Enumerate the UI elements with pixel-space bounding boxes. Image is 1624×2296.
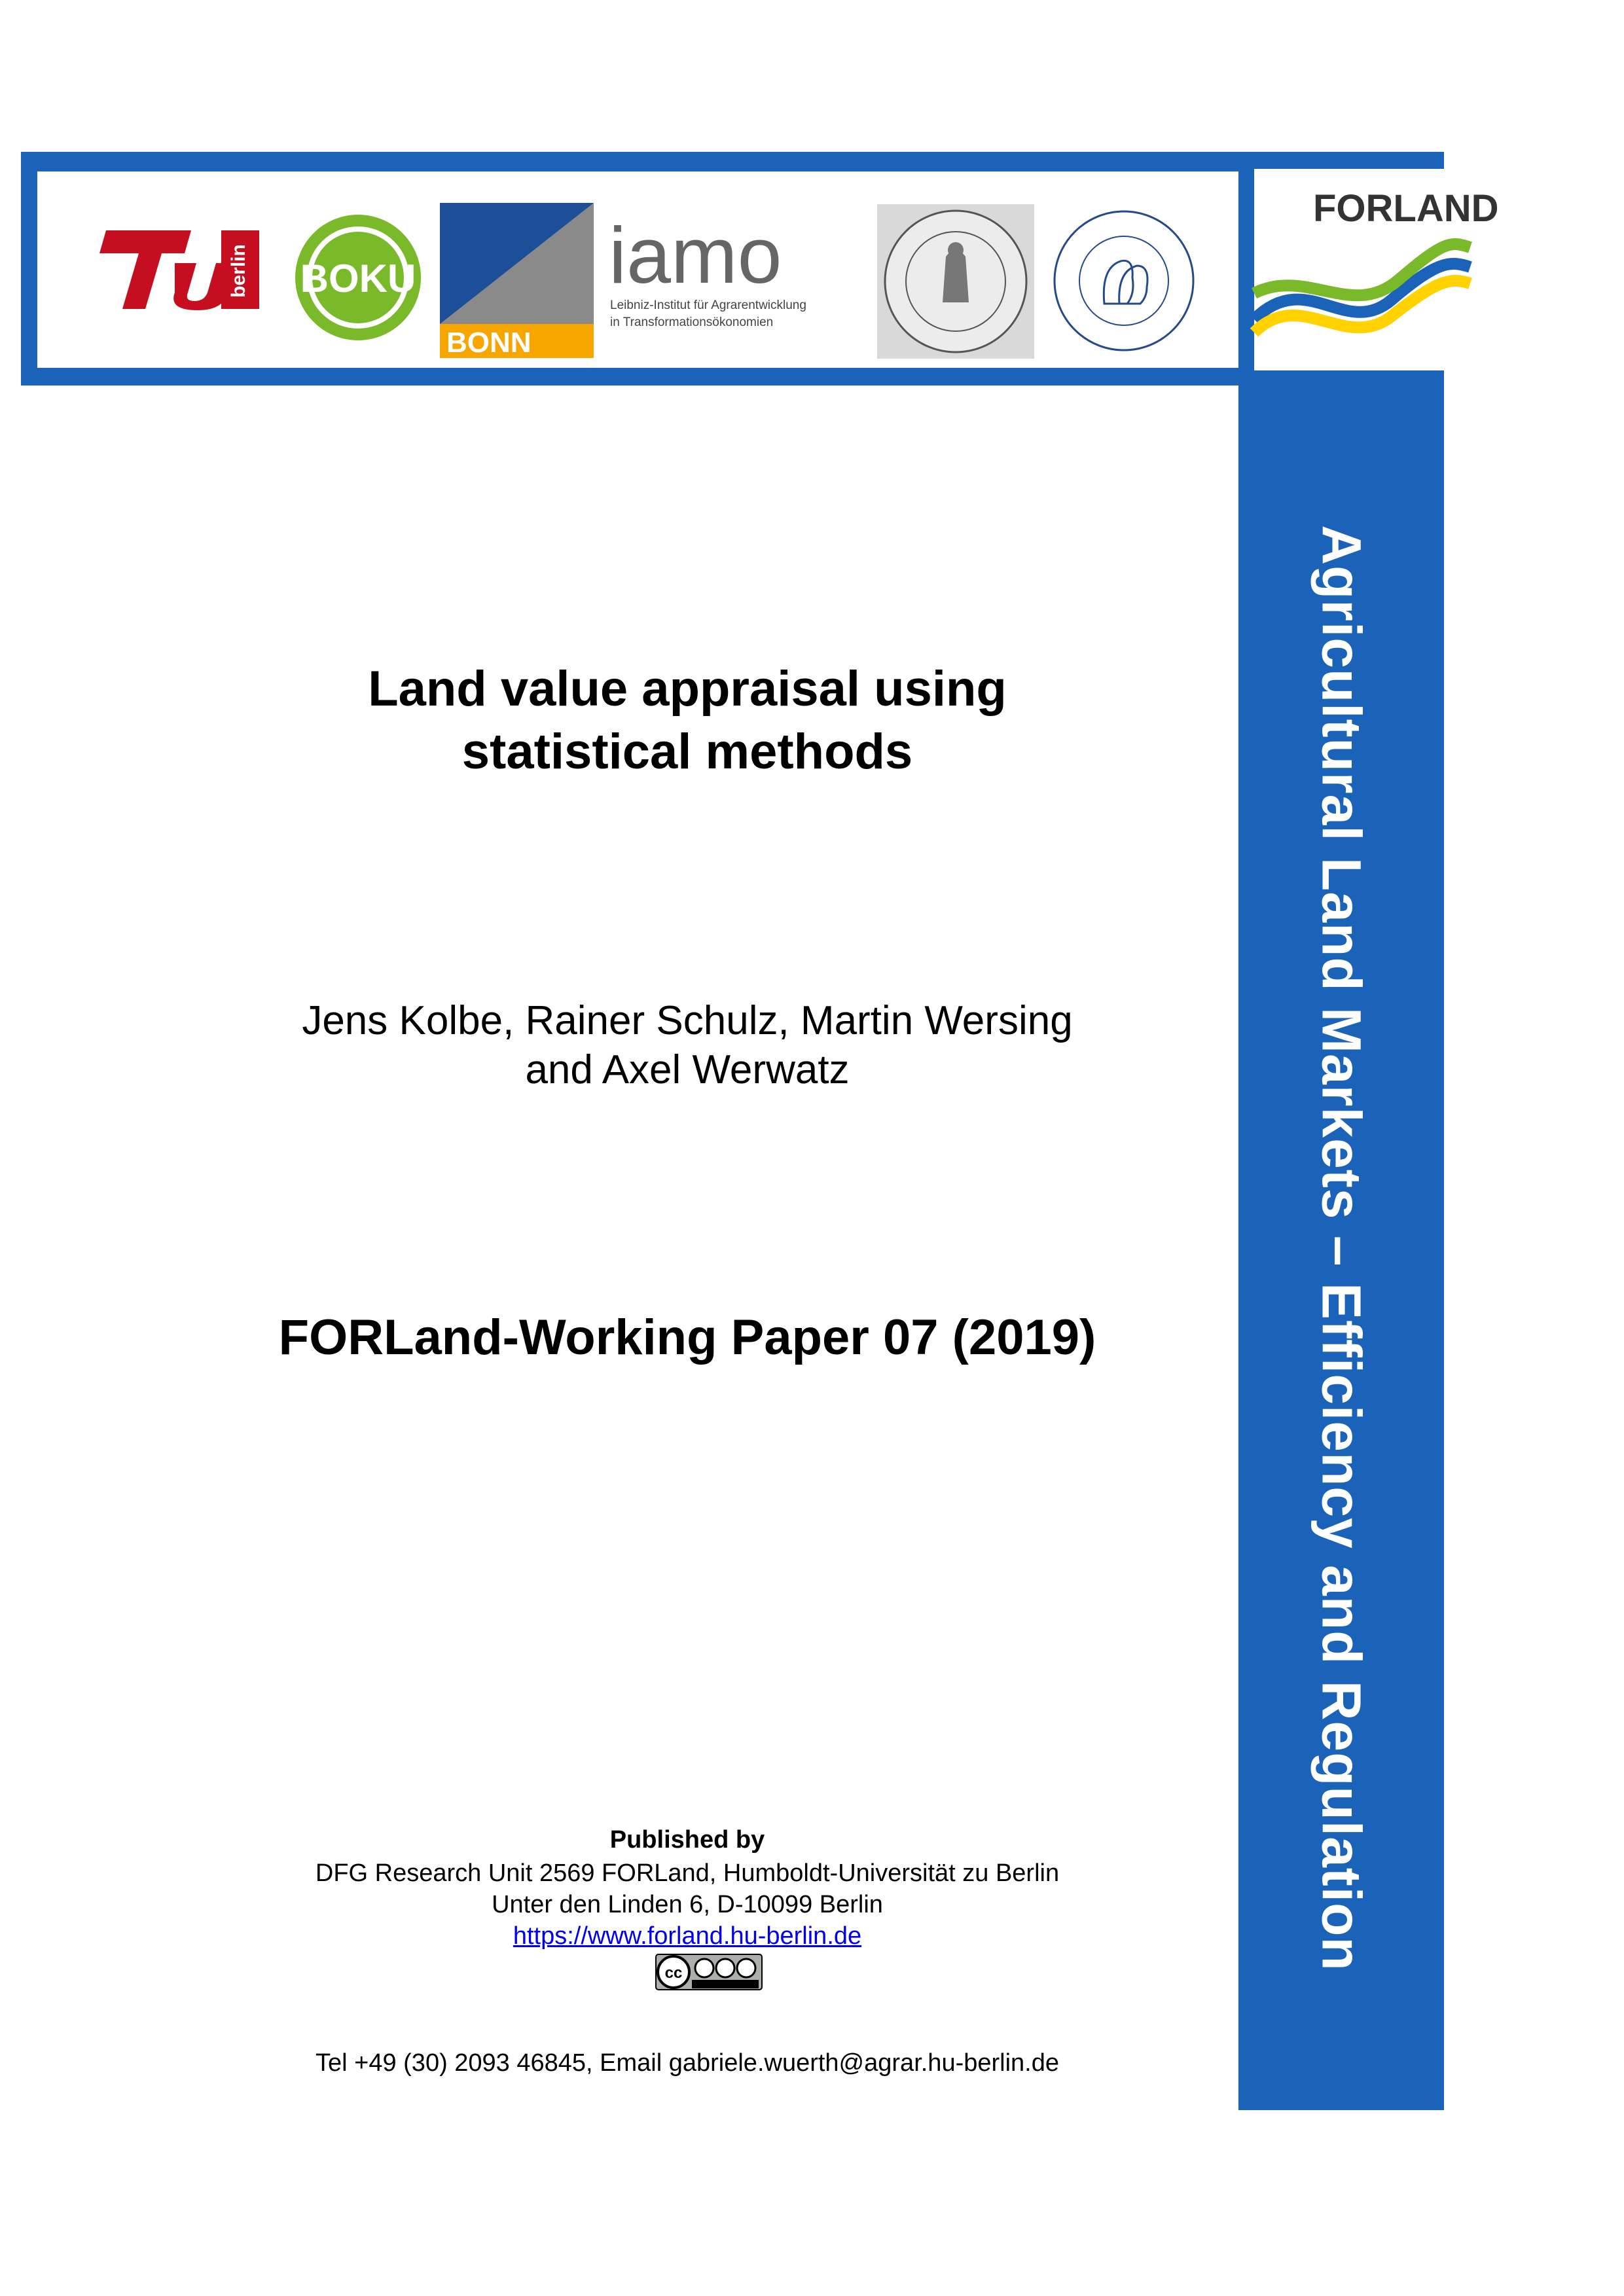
forland-logo <box>1254 169 1499 370</box>
boku-text: BOKU <box>300 257 416 300</box>
publisher-unit: DFG Research Unit 2569 FORLand, Humboldt-Universität zu Berlin <box>315 1859 1060 1887</box>
tu-berlin-logo <box>93 224 263 312</box>
publisher-link[interactable]: https://www.forland.hu-berlin.de <box>513 1922 862 1950</box>
boku-logo <box>293 212 424 343</box>
iamo-logo <box>609 211 857 335</box>
authors-line-2: and Axel Werwatz <box>525 1047 850 1092</box>
title-line-1: Land value appraisal using <box>368 661 1007 717</box>
contact-line: Tel +49 (30) 2093 46845, Email gabriele.wuerth@agrar.hu-berlin.de <box>316 2049 1059 2077</box>
series-label: FORLand-Working Paper 07 (2019) <box>278 1310 1096 1365</box>
publisher-address: Unter den Linden 6, D-10099 Berlin <box>492 1891 883 1918</box>
iamo-subtitle-2: in Transformationsökonomien <box>610 315 774 329</box>
forland-text: FORLAND <box>1313 187 1499 230</box>
title-line-2: statistical methods <box>461 724 913 780</box>
forland-logo-box <box>1254 169 1499 370</box>
humboldt-seal <box>1049 206 1199 356</box>
bonn-text: BONN <box>446 327 532 359</box>
svg-text:cc: cc <box>664 1964 683 1982</box>
authors-line-1: Jens Kolbe, Rainer Schulz, Martin Wersing <box>302 998 1073 1043</box>
goettingen-seal <box>877 204 1034 359</box>
tu-berlin-text: berlin <box>228 244 249 298</box>
iamo-subtitle-1: Leibniz-Institut für Agrarentwicklung <box>610 298 806 312</box>
authors <box>131 996 1244 1094</box>
bonn-logo <box>440 203 594 358</box>
sidebar-title: Agricultural Land Markets – Efficiency and Regulation <box>1310 525 1373 1971</box>
cc-license-icon[interactable] <box>655 1954 763 1990</box>
iamo-text: iamo <box>609 211 782 300</box>
published-by-label: Published by <box>609 1826 765 1854</box>
logo-strip <box>37 171 1238 368</box>
paper-title <box>131 658 1244 783</box>
